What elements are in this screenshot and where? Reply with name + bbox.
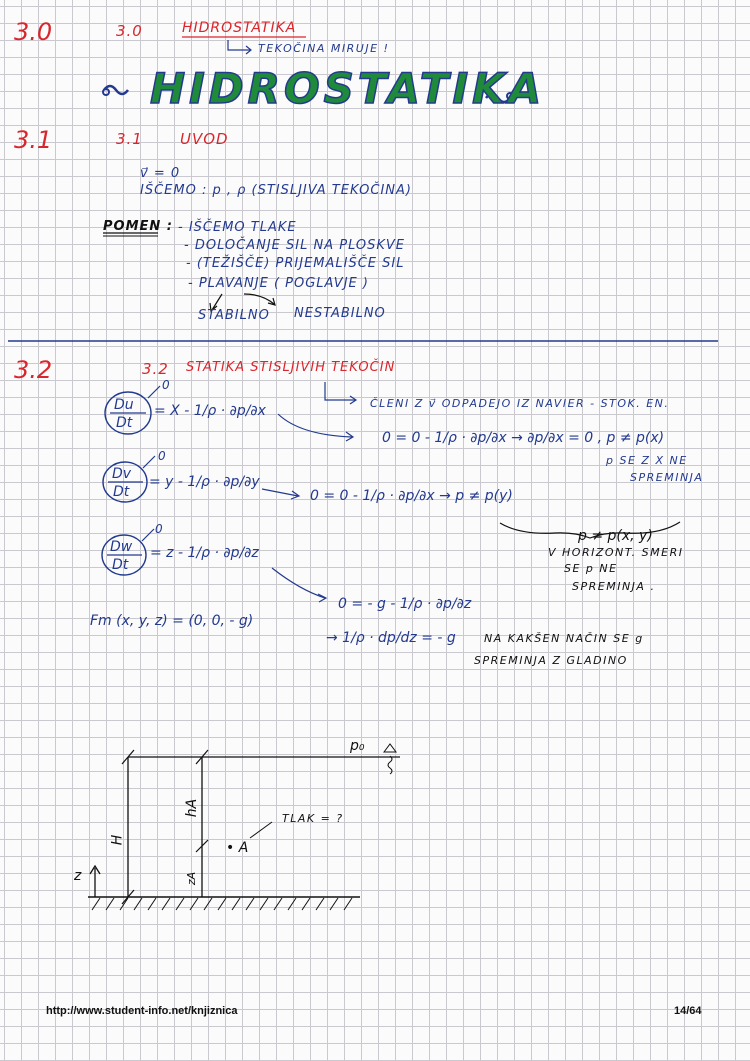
iscemo-line: IŠČEMO : p , ρ (STISLJIVA TEKOČINA) [140, 183, 412, 198]
diagram-h: H [109, 834, 126, 846]
pressure-diagram [88, 744, 400, 910]
diagram-za: zA [185, 871, 199, 886]
result-1-note-b: SPREMINJA [630, 471, 704, 484]
pomen-label: POMEN : [103, 219, 174, 234]
diagram-z: z [74, 868, 82, 884]
eq1-lhs-bottom: Dt [116, 415, 133, 431]
result-1: 0 = 0 - 1/ρ · ∂p/∂x → ∂p/∂x = 0 , p ≠ p(x) [382, 430, 665, 446]
result-3: 0 = - g - 1/ρ · ∂p/∂z [338, 596, 472, 612]
pomen-item-2: - DOLOČANJE SIL NA PLOSKVE [184, 238, 406, 253]
eq2-lhs-bottom: Dt [113, 484, 130, 500]
section-note-tekocina: TEKOČINA MIRUJE ! [258, 42, 390, 55]
eq3-lhs-bottom: Dt [112, 557, 129, 573]
result-2: 0 = 0 - 1/ρ · ∂p/∂x → p ≠ p(y) [310, 488, 513, 504]
margin-number-3-0: 3.0 [14, 18, 53, 46]
eq1-rhs: = X - 1/ρ · ∂p/∂x [154, 403, 266, 419]
diagram-p0: p₀ [350, 738, 365, 754]
section-title-uvod: UVOD [180, 130, 229, 148]
result-4-note-b: SPREMINJA Z GLADINO [474, 654, 628, 667]
result-4: → 1/ρ · dp/dz = - g [326, 630, 456, 646]
footer-url[interactable]: http://www.student-info.net/knjiznica [46, 1005, 238, 1017]
margin-number-3-2: 3.2 [14, 356, 53, 384]
section-title-hidrostatika: HIDROSTATIKA [182, 20, 297, 36]
result-xy-note-1: V HORIZONT. SMERI [548, 546, 684, 559]
diagram-ha: hA [184, 798, 201, 818]
nestabilno-label: NESTABILNO [294, 306, 386, 321]
section-title-statika: STATIKA STISLJIVIH TEKOČIN [186, 360, 396, 375]
pomen-item-4: - PLAVANJE ( POGLAVJE ) [188, 276, 369, 291]
section-number-3-0: 3.0 [116, 22, 143, 40]
eq1-zero: 0 [162, 378, 170, 392]
note-clen: ČLENI Z v⃗ ODPADEJO IZ NAVIER - STOK. EN. [370, 397, 670, 410]
eq3-lhs-top: Dw [110, 539, 133, 555]
velocity-zero: v⃗ = 0 [140, 166, 181, 181]
result-1-note-a: p SE Z X NE [606, 454, 688, 467]
page-number: 14/64 [674, 1005, 702, 1017]
diagram-tlak: TLAK = ? [282, 812, 344, 825]
big-title: HIDROSTATIKA [150, 64, 546, 113]
eq3-rhs: = z - 1/ρ · ∂p/∂z [150, 545, 259, 561]
pomen-item-1: - IŠČEMO TLAKE [178, 220, 297, 235]
mass-force: Fm (x, y, z) = (0, 0, - g) [90, 613, 254, 629]
eq2-lhs-top: Dv [112, 466, 132, 482]
margin-number-3-1: 3.1 [14, 126, 53, 154]
section-number-3-1: 3.1 [116, 130, 143, 148]
diagram-point-a: • A [226, 840, 249, 856]
stabilno-label: STABILNO [198, 308, 270, 323]
section-number-3-2: 3.2 [142, 360, 169, 378]
result-xy: p ≠ p(x, y) [578, 528, 653, 544]
eq3-zero: 0 [155, 522, 163, 536]
result-xy-note-2: SE p NE [564, 562, 618, 575]
pomen-item-3: - (TEŽIŠČE) PRIJEMALIŠČE SIL [186, 256, 405, 271]
eq2-zero: 0 [158, 449, 166, 463]
result-xy-note-3: SPREMINJA . [572, 580, 656, 593]
eq2-rhs: = y - 1/ρ · ∂p/∂y [149, 474, 260, 490]
result-4-note-a: NA KAKŠEN NAČIN SE g [484, 632, 644, 645]
eq1-lhs-top: Du [114, 397, 134, 413]
